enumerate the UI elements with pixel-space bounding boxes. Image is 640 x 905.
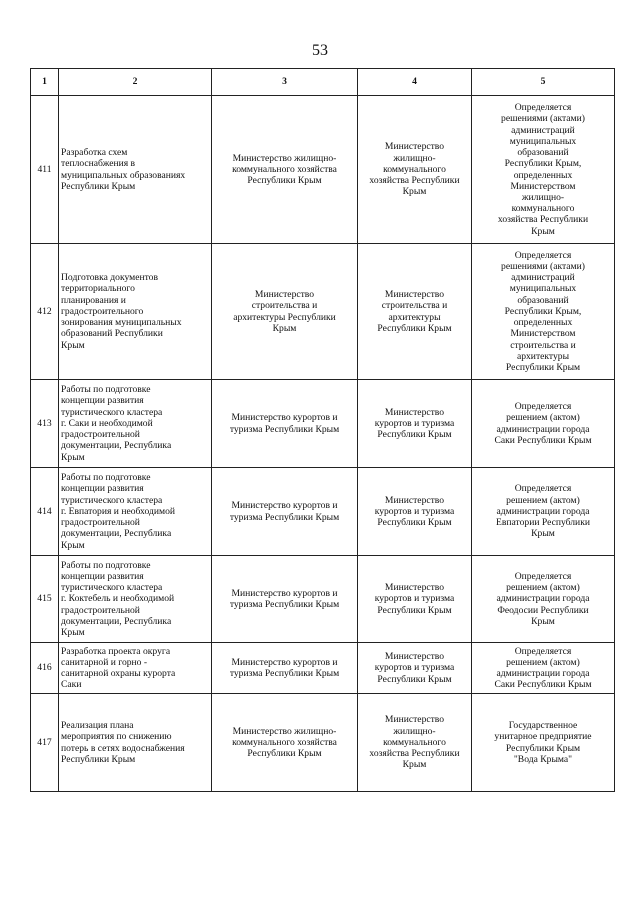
measure-name: Реализация плана мероприятия по снижению потерь в сетях водоснабжения Республики Крым <box>61 720 185 765</box>
table-row <box>31 468 615 556</box>
column-header: 4 <box>358 69 472 96</box>
determination: Определяется решением (актом) администрации города Саки Республики Крым <box>494 401 592 446</box>
determination: Определяется решением (актом) администрации города Феодосии Республики Крым <box>496 570 590 627</box>
row-number: 412 <box>31 244 59 380</box>
column-header: 5 <box>472 69 615 96</box>
responsible-executor: Министерство строительства и архитектуры Республики Крым <box>233 289 336 334</box>
determination: Определяется решением (актом) администрации города Саки Республики Крым <box>494 645 592 691</box>
determination: Определяется решением (актом) администрации города Евпатории Республики Крым <box>496 483 590 540</box>
determination: Определяется решениями (актами) администраций муниципальных образований Республики Крым, определенных Министерством строительства и архитектуры Республики Крым <box>501 249 585 373</box>
table-row <box>31 244 615 380</box>
customer: Министерство курортов и туризма Республики Крым <box>374 651 455 685</box>
responsible-executor: Министерство курортов и туризма Республики Крым <box>229 587 340 610</box>
row-number: 417 <box>31 694 59 792</box>
responsible-executor: Министерство курортов и туризма Республики Крым <box>229 656 340 679</box>
measures-table <box>30 68 615 792</box>
column-header: 2 <box>59 69 212 96</box>
customer: Министерство строительства и архитектуры Республики Крым <box>377 289 452 334</box>
determination: Определяется решениями (актами) администраций муниципальных образований Республики Крым, определенных Министерством жилищно- коммунального хозяйства Республики Крым <box>497 102 589 237</box>
customer: Министерство курортов и туризма Республики Крым <box>374 494 455 529</box>
row-number: 413 <box>31 380 59 468</box>
customer: Министерство курортов и туризма Республики Крым <box>374 582 455 616</box>
column-header: 1 <box>31 69 59 96</box>
table-row <box>31 380 615 468</box>
table-header-row <box>31 69 615 96</box>
customer: Министерство курортов и туризма Республики Крым <box>374 406 455 441</box>
measure-name: Разработка проекта округа санитарной и горно - санитарной охраны курорта Саки <box>61 645 176 691</box>
row-number: 415 <box>31 556 59 643</box>
table-row <box>31 643 615 694</box>
table-row <box>31 556 615 643</box>
responsible-executor: Министерство жилищно- коммунального хозяйства Республики Крым <box>232 725 337 760</box>
measure-name: Подготовка документов территориального планирования и градостроительного зонирования муниципальных образований Республики Крым <box>61 272 182 351</box>
customer: Министерство жилищно- коммунального хозяйства Республики Крым <box>369 714 460 771</box>
measure-name: Разработка схем теплоснабжения в муниципальных образованиях Республики Крым <box>61 147 186 192</box>
customer: Министерство жилищно- коммунального хозяйства Республики Крым <box>369 141 460 198</box>
responsible-executor: Министерство курортов и туризма Республики Крым <box>229 500 340 523</box>
row-number: 414 <box>31 468 59 556</box>
responsible-executor: Министерство курортов и туризма Республики Крым <box>229 412 340 435</box>
responsible-executor: Министерство жилищно- коммунального хозяйства Республики Крым <box>232 152 337 187</box>
measure-name: Работы по подготовке концепции развития туристического кластера г. Евпатория и необходимой градостроительной документации, Республика Крым <box>61 472 175 551</box>
measure-name: Работы по подготовке концепции развития туристического кластера г. Коктебель и необходимой градостроительной документации, Республика Крым <box>61 559 175 638</box>
table-row <box>31 96 615 244</box>
table-row <box>31 694 615 792</box>
row-number: 411 <box>31 96 59 244</box>
column-header: 3 <box>212 69 358 96</box>
measure-name: Работы по подготовке концепции развития туристического кластера г. Саки и необходимой градостроительной документации, Республика Крым <box>61 384 172 463</box>
row-number: 416 <box>31 643 59 694</box>
determination: Государственное унитарное предприятие Республики Крым "Вода Крыма" <box>494 720 592 765</box>
page-number: 53 <box>312 42 328 59</box>
